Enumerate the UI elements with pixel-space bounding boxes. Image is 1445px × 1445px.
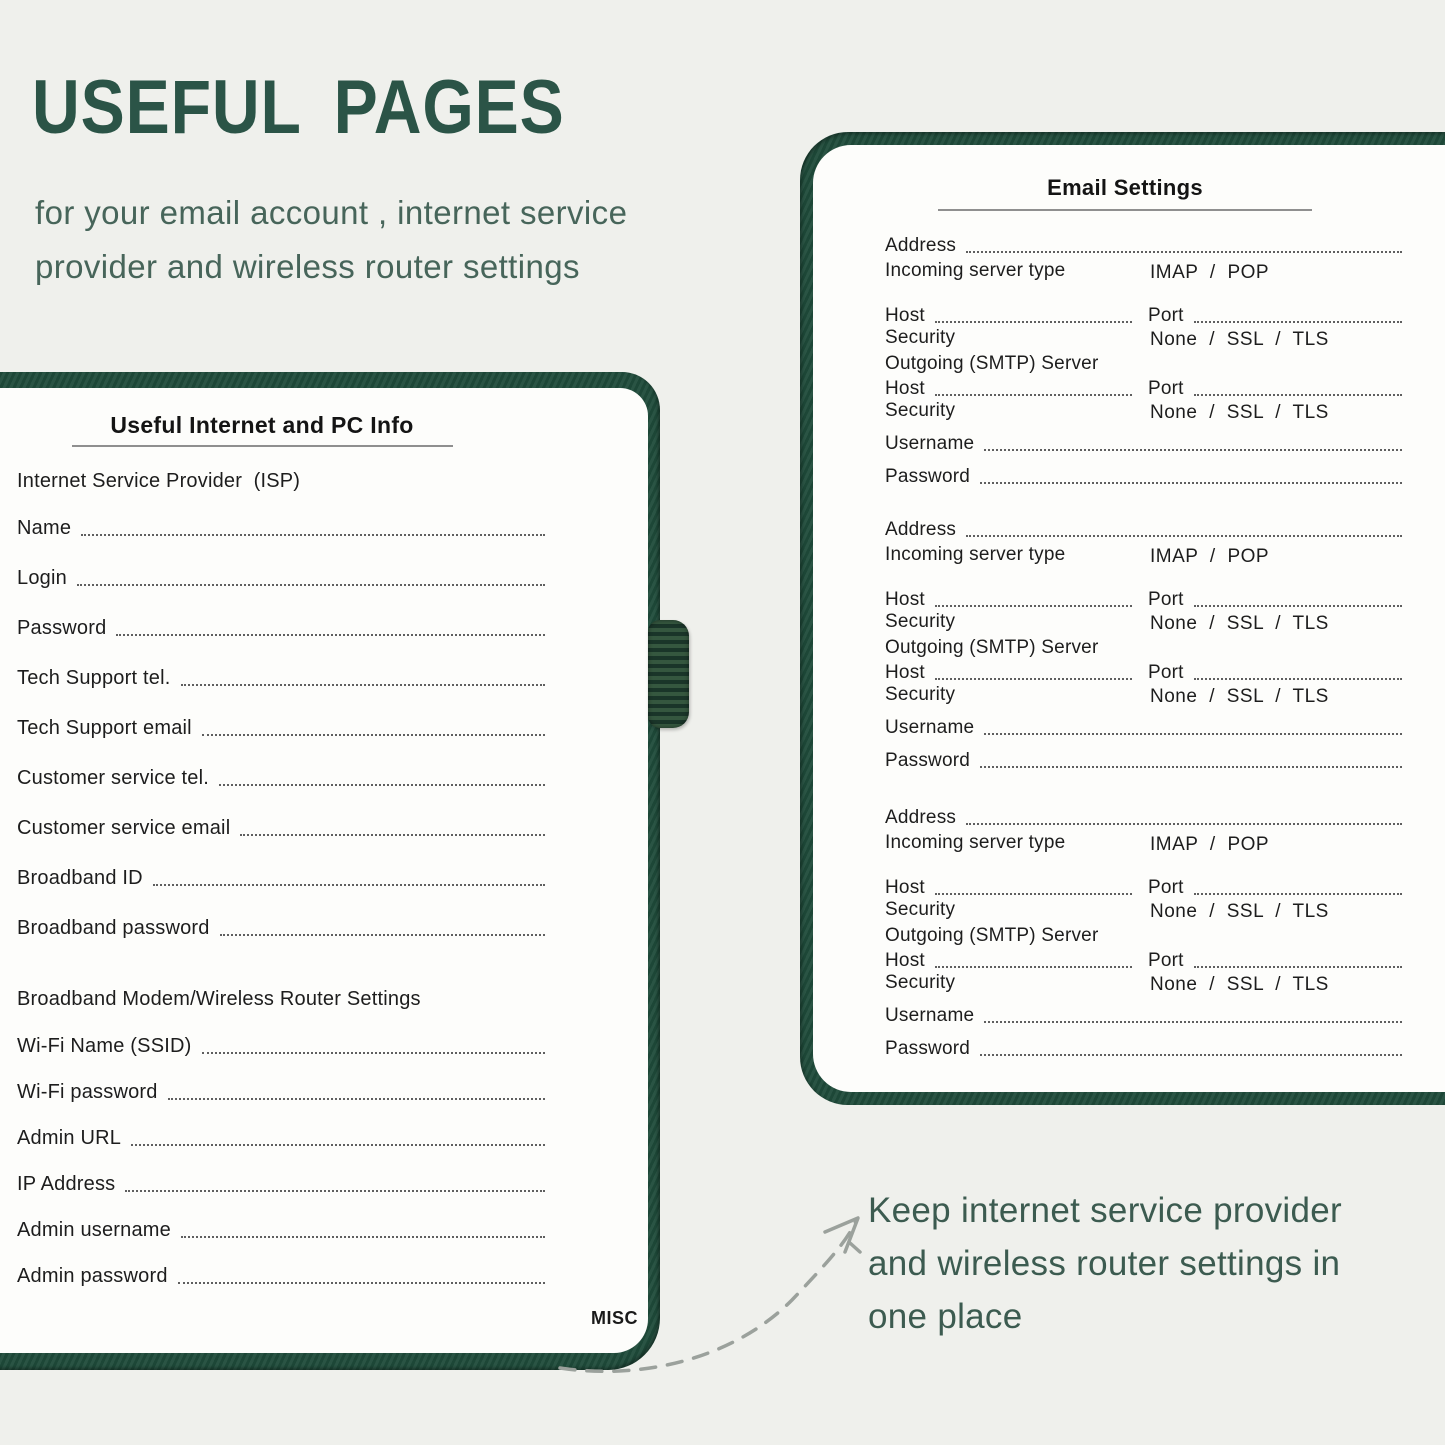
field-label: Incoming server type	[885, 832, 1066, 853]
field-label: Port	[1148, 877, 1184, 898]
right-notebook-cover	[800, 132, 1445, 1105]
dotted-writing-line	[1194, 678, 1402, 680]
subtitle-line-2: provider and wireless router settings	[35, 248, 580, 285]
field-label: Tech Support tel.	[17, 667, 171, 689]
section-label: Outgoing (SMTP) Server	[885, 353, 1099, 374]
field-label: Security	[885, 972, 956, 993]
field-label: Password	[885, 750, 971, 771]
dotted-writing-line	[77, 584, 545, 586]
field-label: Incoming server type	[885, 260, 1066, 281]
right-notebook-page	[813, 145, 1445, 1092]
password-row	[885, 464, 1402, 488]
password-row	[885, 748, 1402, 772]
port-cell	[1148, 950, 1402, 972]
router-fields-list	[17, 1034, 545, 1288]
page-title: USEFUL PAGES	[32, 65, 565, 150]
form-field-row	[17, 1080, 545, 1104]
field-options: None / SSL / TLS	[1150, 613, 1329, 634]
field-label: Port	[1148, 378, 1184, 399]
field-label: Admin username	[17, 1219, 171, 1241]
dotted-writing-line	[116, 634, 545, 636]
username-row	[885, 715, 1402, 739]
field-label: Username	[885, 1005, 975, 1026]
router-section-header: Broadband Modem/Wireless Router Settings	[17, 988, 421, 1010]
dotted-writing-line	[935, 321, 1132, 323]
subtitle-line-1: for your email account , internet service	[35, 194, 628, 231]
dotted-writing-line	[966, 823, 1402, 825]
dotted-writing-line	[220, 934, 545, 936]
field-label: Host	[885, 589, 925, 610]
dotted-writing-line	[131, 1144, 545, 1146]
field-label: Wi-Fi Name (SSID)	[17, 1035, 192, 1057]
form-field-row	[17, 616, 545, 640]
field-label: Username	[885, 717, 975, 738]
page-subtitle	[35, 186, 627, 294]
form-field-row	[17, 716, 545, 740]
field-label: Address	[885, 235, 957, 256]
form-field-row	[17, 516, 545, 540]
form-field-row	[17, 1218, 545, 1242]
field-label: Incoming server type	[885, 544, 1066, 565]
annotation-line-1: Keep internet service provider	[868, 1191, 1342, 1230]
isp-section-header: Internet Service Provider (ISP)	[17, 470, 301, 492]
field-label: Host	[885, 305, 925, 326]
form-field-row	[17, 1126, 545, 1150]
host-cell	[885, 877, 1132, 899]
section-label: Outgoing (SMTP) Server	[885, 925, 1099, 946]
field-label: Password	[17, 617, 107, 639]
field-label: Login	[17, 567, 67, 589]
left-notebook-page	[0, 388, 648, 1353]
field-label: Port	[1148, 589, 1184, 610]
field-label: Port	[1148, 950, 1184, 971]
field-label: Address	[885, 519, 957, 540]
field-label: Host	[885, 950, 925, 971]
left-page-title: Useful Internet and PC Info	[110, 412, 414, 438]
section-label: Outgoing (SMTP) Server	[885, 637, 1099, 658]
field-label: Admin password	[17, 1265, 168, 1287]
dotted-writing-line	[1194, 966, 1402, 968]
field-label: Security	[885, 611, 956, 632]
left-notebook-cover	[0, 372, 660, 1370]
form-field-row	[17, 766, 545, 790]
dotted-writing-line	[202, 1052, 545, 1054]
incoming-security-row	[885, 899, 1402, 923]
field-label: Security	[885, 327, 956, 348]
field-label: Host	[885, 662, 925, 683]
field-label: Security	[885, 400, 956, 421]
field-label: Password	[885, 466, 971, 487]
dotted-writing-line	[1194, 321, 1402, 323]
field-label: IP Address	[17, 1173, 116, 1195]
outgoing-server-header	[885, 635, 1402, 659]
field-label: Port	[1148, 662, 1184, 683]
username-row	[885, 1003, 1402, 1027]
field-options: None / SSL / TLS	[1150, 329, 1329, 350]
dotted-writing-line	[966, 535, 1402, 537]
field-label: Customer service email	[17, 817, 231, 839]
outgoing-host-port-row	[885, 948, 1402, 972]
form-field-row	[17, 1034, 545, 1058]
incoming-host-port-row	[885, 875, 1402, 899]
left-page-form	[17, 470, 545, 1310]
field-label: Password	[885, 1038, 971, 1059]
field-label: Username	[885, 433, 975, 454]
dotted-writing-line	[935, 394, 1132, 396]
incoming-security-row	[885, 327, 1402, 351]
dotted-writing-line	[1194, 394, 1402, 396]
dotted-writing-line	[984, 733, 1402, 735]
form-field-row	[17, 1172, 545, 1196]
username-row	[885, 431, 1402, 455]
annotation-text	[868, 1184, 1342, 1343]
field-label: Port	[1148, 305, 1184, 326]
field-label: Broadband ID	[17, 867, 143, 889]
port-cell	[1148, 378, 1402, 400]
dotted-writing-line	[980, 1054, 1402, 1056]
dotted-writing-line	[181, 1236, 545, 1238]
form-field-row	[17, 816, 545, 840]
outgoing-server-header	[885, 923, 1402, 947]
field-label: Address	[885, 807, 957, 828]
dotted-writing-line	[1194, 893, 1402, 895]
form-field-row	[17, 916, 545, 940]
dotted-writing-line	[202, 734, 545, 736]
host-cell	[885, 950, 1132, 972]
field-label: Security	[885, 899, 956, 920]
dotted-writing-line	[966, 251, 1402, 253]
dotted-writing-line	[178, 1282, 545, 1284]
dotted-writing-line	[240, 834, 545, 836]
form-field-row	[17, 666, 545, 690]
dotted-writing-line	[935, 605, 1132, 607]
field-label: Broadband password	[17, 917, 210, 939]
form-field-row	[17, 866, 545, 890]
form-field-row	[17, 566, 545, 590]
dotted-writing-line	[935, 893, 1132, 895]
field-options: IMAP / POP	[1150, 262, 1270, 283]
port-cell	[1148, 305, 1402, 327]
incoming-host-port-row	[885, 587, 1402, 611]
incoming-host-port-row	[885, 303, 1402, 327]
field-options: None / SSL / TLS	[1150, 402, 1329, 423]
dotted-writing-line	[181, 684, 546, 686]
incoming-security-row	[885, 611, 1402, 635]
dotted-writing-line	[984, 1021, 1402, 1023]
dotted-writing-line	[935, 678, 1132, 680]
outgoing-host-port-row	[885, 660, 1402, 684]
dotted-writing-line	[1194, 605, 1402, 607]
host-cell	[885, 305, 1132, 327]
dotted-writing-line	[984, 449, 1402, 451]
host-cell	[885, 589, 1132, 611]
field-options: IMAP / POP	[1150, 834, 1270, 855]
password-row	[885, 1036, 1402, 1060]
field-label: Host	[885, 877, 925, 898]
dotted-writing-line	[125, 1190, 545, 1192]
incoming-server-type-row	[885, 260, 1402, 284]
field-label: Customer service tel.	[17, 767, 210, 789]
outgoing-security-row	[885, 400, 1402, 424]
port-cell	[1148, 589, 1402, 611]
host-cell	[885, 662, 1132, 684]
right-page-title: Email Settings	[1047, 175, 1203, 200]
dotted-writing-line	[81, 534, 545, 536]
field-label: Host	[885, 378, 925, 399]
field-label: Wi-Fi password	[17, 1081, 158, 1103]
port-cell	[1148, 662, 1402, 684]
form-field-row	[17, 1264, 545, 1288]
port-cell	[1148, 877, 1402, 899]
incoming-server-type-row	[885, 544, 1402, 568]
dotted-writing-line	[980, 766, 1402, 768]
annotation-line-2: and wireless router settings in	[868, 1244, 1341, 1283]
dotted-writing-line	[935, 966, 1132, 968]
misc-page-tab: MISC	[591, 1308, 638, 1328]
dotted-writing-line	[153, 884, 545, 886]
dotted-writing-line	[219, 784, 545, 786]
field-label: Admin URL	[17, 1127, 122, 1149]
host-cell	[885, 378, 1132, 400]
isp-fields-list	[17, 516, 545, 940]
field-options: IMAP / POP	[1150, 546, 1270, 567]
incoming-server-type-row	[885, 832, 1402, 856]
field-options: None / SSL / TLS	[1150, 686, 1329, 707]
dotted-writing-line	[980, 482, 1402, 484]
annotation-line-3: one place	[868, 1297, 1023, 1336]
field-options: None / SSL / TLS	[1150, 901, 1329, 922]
field-label: Security	[885, 684, 956, 705]
outgoing-host-port-row	[885, 376, 1402, 400]
address-row	[885, 517, 1402, 541]
field-label: Name	[17, 517, 72, 539]
outgoing-security-row	[885, 684, 1402, 708]
email-settings-blocks	[885, 145, 1402, 1092]
field-options: None / SSL / TLS	[1150, 974, 1329, 995]
address-row	[885, 805, 1402, 829]
left-title-rule	[72, 445, 453, 447]
outgoing-security-row	[885, 972, 1402, 996]
field-label: Tech Support email	[17, 717, 192, 739]
outgoing-server-header	[885, 351, 1402, 375]
elastic-pen-loop	[648, 620, 689, 728]
address-row	[885, 233, 1402, 257]
dotted-writing-line	[168, 1098, 545, 1100]
